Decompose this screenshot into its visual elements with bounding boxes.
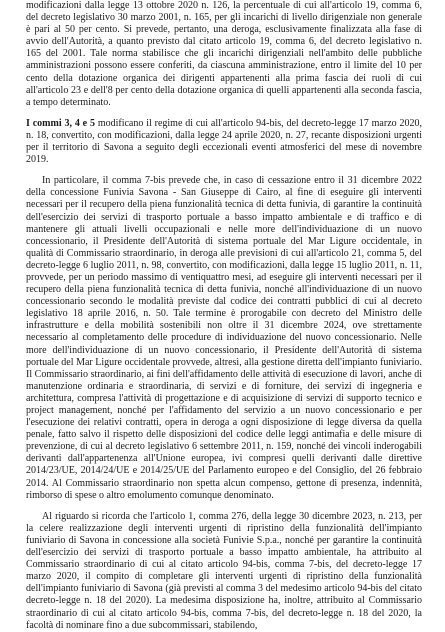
paragraph-legge-2023: Al riguardo si ricorda che l'articolo 1, comma 276, della legge 30 dicembre 2023, n. 213, per la celere realizzazione degli interventi urgenti di ripristino della funzionalità dell'impianto funiviario di Savona in concessione alla società Funivie S.p.a., nonché per garantire la continuità dell'esercizio dei servizi di trasporto portuale a basso impatto ambientale, ha attribuito al Commissario straordinario di cui al citato articolo 94-bis, comma 7-bis, del decreto-legge 17 marzo 2020, il compito di completare gli interventi urgenti di ripristino della funzionalità dell'impianto funiviario di Savona (già previsti al comma 3 del medesimo articolo 94-bis del citato decreto-legge n. 18 del 2020). La medesima disposizione ha, inoltre, attribuito al Commissario straordinario di cui al citato articolo 94-bis, comma 7-bis, del decreto-legge n. 18 del 2020, la facoltà di nominare fino a due subcommissari, stabilendo, (26, 510, 422, 631)
bold-lead-in: I commi 3, 4 e 5 (26, 117, 95, 129)
paragraph-gap (26, 166, 422, 175)
paragraph-comma-7-bis: In particolare, il comma 7-bis prevede che, in caso di cessazione entro il 31 dicembre 2022 della concessione Funivia Savona - San Giuseppe di Cairo, al fine di eseguire gli interventi necessari per il recupero della piena funzionalità tecnica di detta funivia, di garantire la continuità dell'esercizio dei servizi di trasporto portuale a basso impatto ambientale e di traffico e di mantenere gli attuali livelli occupazionali e nelle more dell'individuazione di un nuovo concessionario, il Presidente dell'Autorità di sistema portuale del Mar Ligure occidentale, in qualità di Commissario straordinario, in deroga alle previsioni di cui all'articolo 21, comma 5, del decreto-legge 6 luglio 2011, n. 98, convertito, con modificazioni, dalla legge 15 luglio 2011, n. 11, provvede, per un periodo massimo di ventiquattro mesi, ad eseguire gli interventi necessari per il recupero della piena funzionalità tecnica di detta funivia, nonché all'individuazione di un nuovo concessionario secondo le modalità previste dal codice dei contratti pubblici di cui al decreto legislativo 18 aprile 2016, n. 50. Tale termine è prorogabile con decreto del Ministro delle infrastrutture e della mobilità sostenibili non oltre il 31 dicembre 2024, ove strettamente necessario al completamento delle procedure di individuazione del nuovo concessionario. Nelle more dell'individuazione di un nuovo concessionario, il Presidente dell'Autorità di sistema portuale del Mar Ligure occidentale provvede, altresì, alla gestione diretta dell'impianto funiviario. Il Commissario straordinario, ai fini dell'affidamento delle attività di esecuzione di lavori, anche di manutenzione ordinaria e straordinaria, di servizi e di forniture, dei servizi di ingegneria e architettura, compresa l'attività di progettazione e di acquisizione di servizi di supporto tecnico e project management, nonché per l'affidamento del servizio a un nuovo concessionario e per l'esecuzione dei relativi contratti, opera in deroga a ogni disposizione di legge diversa da quella penale, fatto salvo il rispetto delle disposizioni del codice delle leggi antimafia e delle misure di prevenzione, di cui al decreto legislativo 6 settembre 2011, n. 159, nonché dei vincoli inderogabili derivanti dall'appartenenza all'Unione europea, ivi compresi quelli derivanti dalle direttive 2014/23/UE, 2014/24/UE e 2014/25/UE del Parlamento europeo e del Consiglio, del 26 febbraio 2014. Al Commissario straordinario non spetta alcun compenso, gettone di presenza, indennità, rimborso di spese o altro emolumento comunque denominato. (26, 175, 422, 501)
paragraph-commi-text: modificano il regime di cui all'articolo 94-bis, del decreto-legge 17 marzo 2020, n. 18, convertito, con modificazioni, dalla legge 24 aprile 2020, n. 27, recante disposizioni urgenti per il territorio di Savona a seguito degli eccezionali eventi atmosferici del mese di novembre 2019. (26, 117, 422, 166)
paragraph-continuation: modificazioni dalla legge 13 ottobre 2020 n. 126, la percentuale di cui all'articolo 19, comma 6, del decreto legislativo 30 marzo 2001, n. 165, per gli incarichi di livello dirigenziale non generale è pari al 50 per cento. Si prevede, pertanto, una deroga, esclusivamente finalizzata alla fase di avvio dell'Autorità, a quanto previsto dal citato articolo 19, comma 6, del decreto legislativo n. 165 del 2001. Tale norma stabilisce che gli incarichi dirigenziali nell'ambito delle pubbliche amministrazioni possono essere conferiti, da ciascuna amministrazione, entro il limite del 10 per cento della dotazione organica dei dirigenti appartenenti alla prima fascia dei ruoli di cui all'articolo 23 e dell'8 per cento della dotazione organica di quelli appartenenti alla seconda fascia, a tempo determinato. (26, 0, 422, 108)
paragraph-gap (26, 109, 422, 118)
paragraph-commi-3-4-5 (26, 118, 422, 166)
paragraph-gap (26, 502, 422, 511)
document-page (26, 0, 422, 632)
